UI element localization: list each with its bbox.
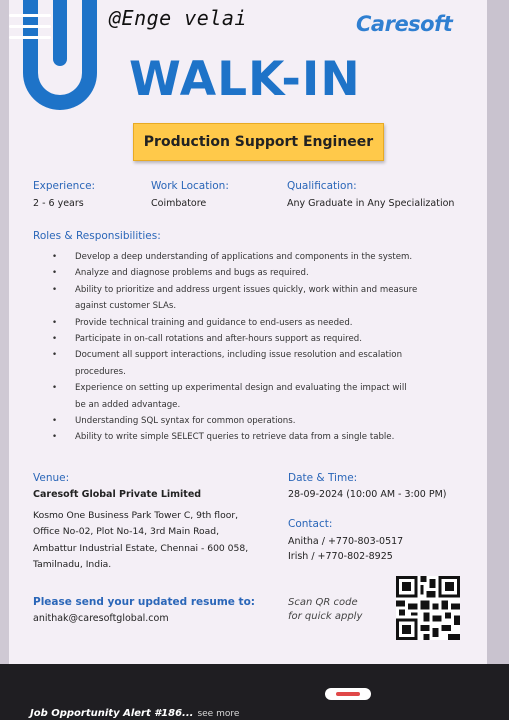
scan-hint [288, 596, 362, 624]
scan-line: for quick apply [288, 611, 363, 622]
headline: WALK-IN [129, 52, 361, 107]
reply-handle-icon[interactable] [325, 688, 371, 700]
datetime-label: Date & Time: [288, 472, 358, 484]
see-more-link[interactable]: see more [197, 709, 240, 719]
contact-line: Irish / +770-802-8925 [288, 551, 393, 562]
datetime-value: 28-09-2024 (10:00 AM - 3:00 PM) [288, 489, 447, 500]
contact-label: Contact: [288, 518, 333, 530]
list-item: • Analyze and diagnose problems and bugs as required. [52, 265, 482, 281]
list-item-continued: against customer SLAs. [75, 301, 177, 312]
qualification-value: Any Graduate in Any Specialization [287, 198, 455, 209]
watermark-text: @Enge velai [109, 6, 247, 30]
list-item: • Document all support interactions, including issue resolution and escalation [52, 347, 482, 363]
caption[interactable] [30, 708, 239, 719]
role-badge: Production Support Engineer [133, 123, 384, 161]
scan-line: Scan QR code [288, 597, 358, 608]
location-value: Coimbatore [151, 198, 207, 209]
resume-email[interactable]: anithak@caresoftglobal.com [33, 613, 169, 624]
address-line: Tamilnadu, India. [33, 559, 112, 571]
list-item: • Ability to write simple SELECT queries to retrieve data from a single table. [52, 429, 482, 445]
contact-line: Anitha / +770-803-0517 [288, 536, 404, 547]
list-item-continued: be an added advantage. [75, 399, 181, 410]
right-edge [487, 0, 509, 664]
list-item: • Experience on setting up experimental design and evaluating the impact will [52, 380, 482, 396]
experience-value: 2 - 6 years [33, 198, 84, 209]
location-label: Work Location: [151, 180, 229, 192]
venue-address [33, 508, 248, 574]
qr-code-icon[interactable] [396, 576, 460, 640]
list-item: • Ability to prioritize and address urgent issues quickly, work within and measure [52, 282, 482, 298]
list-item-continued: procedures. [75, 366, 126, 377]
list-item: • Participate in on-call rotations and after-hours support as required. [52, 331, 482, 347]
address-line: Office No-02, Plot No-14, 3rd Main Road, [33, 526, 220, 538]
list-item: • Understanding SQL syntax for common operations. [52, 413, 482, 429]
left-edge [0, 0, 9, 664]
responsibilities-list [52, 249, 482, 446]
list-item: • Provide technical training and guidance to end-users as needed. [52, 315, 482, 331]
venue-company: Caresoft Global Private Limited [33, 489, 202, 500]
list-item: • Develop a deep understanding of applications and components in the system. [52, 249, 482, 265]
caption-text: Job Opportunity Alert #186... [30, 708, 194, 719]
resume-label: Please send your updated resume to: [33, 596, 255, 608]
decor-bar [53, 0, 67, 66]
responsibilities-title: Roles & Responsibilities: [33, 230, 161, 242]
company-logo: Caresoft [356, 12, 453, 36]
venue-label: Venue: [33, 472, 70, 484]
address-line: Kosmo One Business Park Tower C, 9th floor, [33, 510, 239, 521]
menu-icon[interactable] [9, 14, 51, 44]
experience-label: Experience: [33, 180, 96, 192]
qualification-label: Qualification: [287, 180, 357, 192]
address-line: Ambattur Industrial Estate, Chennai - 600 058, [33, 542, 249, 554]
